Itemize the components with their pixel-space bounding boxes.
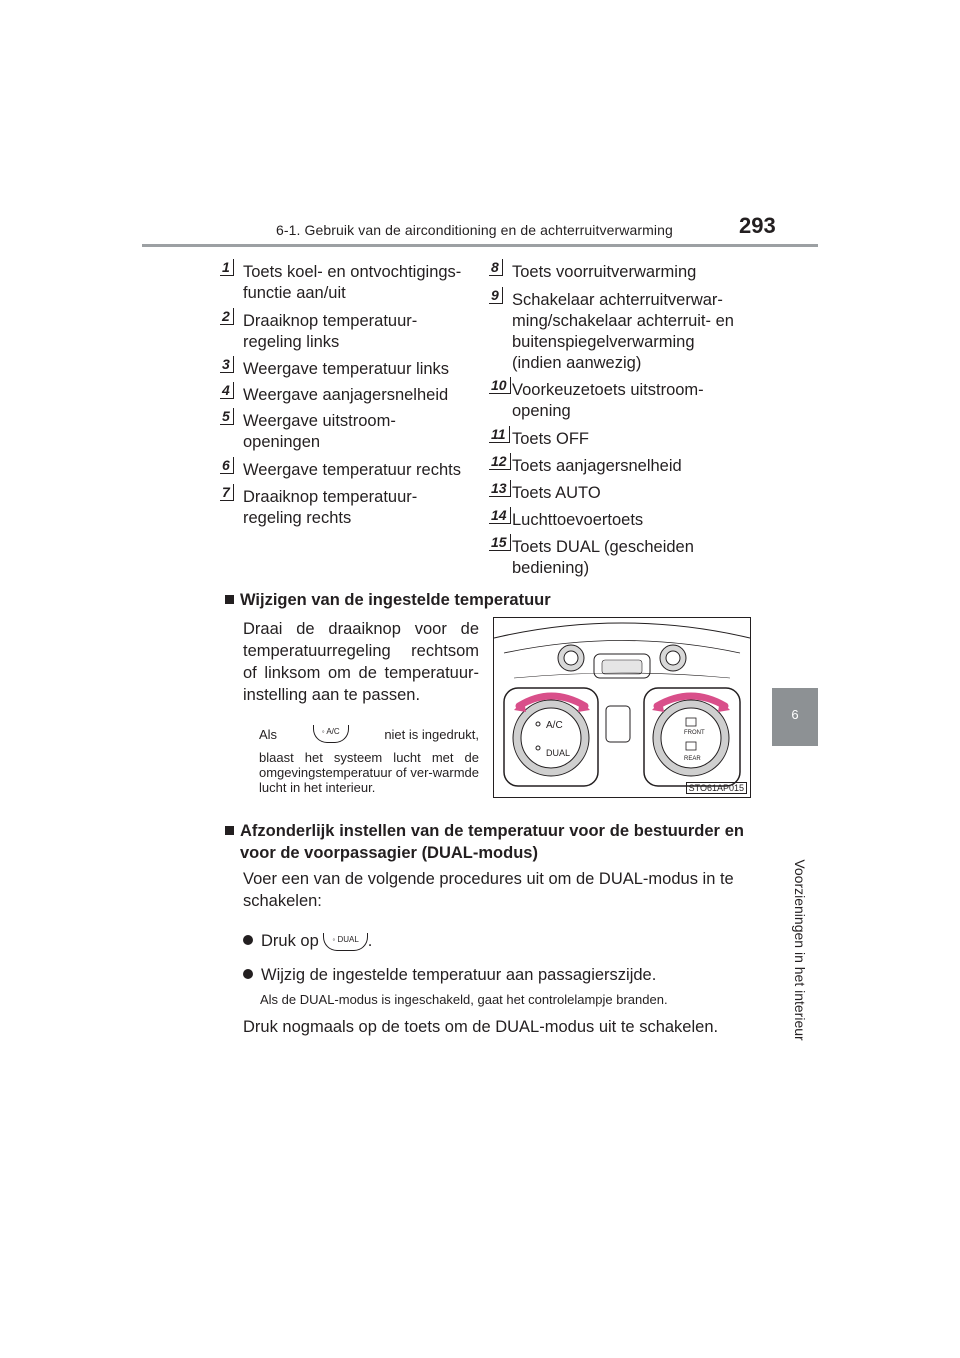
legend-item-text: Voorkeuzetoets uitstroom- opening	[512, 381, 704, 420]
legend-number-badge: 7	[220, 484, 234, 501]
legend-number-badge: 13	[489, 480, 511, 497]
dual-button-icon: ◦ DUAL	[323, 933, 367, 951]
legend-item-text: Toets aanjagersnelheid	[512, 457, 682, 475]
legend-number-badge: 2	[220, 308, 234, 325]
bullet-icon	[243, 969, 253, 979]
bullet-item-1: Druk op ◦ DUAL .	[243, 930, 372, 952]
legend-number-badge: 11	[489, 426, 510, 443]
legend-number-badge: 5	[220, 408, 234, 425]
legend-number-badge: 8	[489, 259, 503, 276]
legend-item-text: Draaiknop temperatuur- regeling links	[243, 312, 418, 351]
legend-number-badge: 14	[489, 507, 511, 524]
running-header: 6-1. Gebruik van de airconditioning en de achterruitverwarming	[276, 222, 673, 238]
note-post: niet is ingedrukt,	[384, 726, 479, 742]
bullet-item-2: Wijzig de ingestelde temperatuur aan passagierszijde.	[243, 964, 656, 986]
section-heading-temperature	[225, 589, 551, 611]
svg-text:DUAL: DUAL	[546, 748, 571, 758]
chapter-title: Voorzieningen in het interieur	[792, 859, 808, 1041]
section-heading-text: Wijzigen van de ingestelde temperatuur	[240, 591, 551, 609]
legend-item-text: Weergave uitstroom- openingen	[243, 412, 396, 451]
legend-number-badge: 1	[220, 259, 234, 276]
legend-number-badge: 4	[220, 382, 234, 399]
legend-item-text: Draaiknop temperatuur- regeling rechts	[243, 488, 418, 527]
legend-item-text: Toets OFF	[512, 430, 590, 448]
section2-intro: Voer een van de volgende procedures uit om de DUAL-modus in te schakelen:	[243, 870, 734, 910]
legend-item-text: Toets AUTO	[512, 484, 601, 502]
legend-number-badge: 15	[489, 534, 511, 551]
svg-text:REAR: REAR	[684, 756, 701, 762]
dashboard-drawing	[494, 618, 750, 797]
chapter-number: 6	[791, 707, 799, 722]
section1-note	[259, 724, 479, 795]
bullet-icon	[243, 935, 253, 945]
square-bullet-icon	[225, 595, 234, 604]
section2-outro: Druk nogmaals op de toets om de DUAL-modus uit te schakelen.	[243, 1018, 719, 1036]
legend-number-badge: 9	[489, 287, 503, 304]
legend-number-badge: 3	[220, 356, 234, 373]
section2-note: Als de DUAL-modus is ingeschakeld, gaat het controlelampje branden.	[260, 992, 668, 1007]
legend-number-badge: 6	[220, 457, 234, 474]
legend-item-text: Luchttoevoertoets	[512, 511, 644, 529]
ac-button-icon: ◦ A/C	[313, 725, 349, 743]
figure-code: STO61AP015	[686, 782, 747, 794]
legend-item-text: Toets DUAL (gescheiden bediening)	[512, 538, 694, 577]
svg-text:FRONT: FRONT	[684, 730, 705, 736]
legend-number-badge: 12	[489, 453, 511, 470]
section2-heading-text: Afzonderlijk instellen van de temperatuur voor de bestuurder en voor de voorpassagier (DUAL-modus)	[240, 822, 744, 862]
section1-body: Draai de draaiknop voor de temperatuurregeling rechtsom of linksom om de temperatuur-instelling aan te passen.	[243, 620, 479, 704]
legend-item-text: Toets koel- en ontvochtigings- functie aan/uit	[243, 263, 462, 302]
section-heading-dual	[225, 820, 744, 864]
square-bullet-icon	[225, 826, 234, 835]
legend-item-text: Toets voorruitverwarming	[512, 263, 697, 281]
legend-number-badge: 10	[489, 377, 511, 394]
note-pre: Als	[259, 726, 278, 742]
header-rule	[142, 244, 818, 247]
climate-control-illustration	[493, 617, 751, 798]
legend-item-text: Weergave aanjagersnelheid	[243, 386, 449, 404]
svg-text:A/C: A/C	[546, 720, 563, 731]
legend-item-text: Schakelaar achterruitverwar- ming/schakelaar achterruit- en buitenspiegelverwarming (indien aanwezig)	[512, 291, 734, 372]
legend-item-text: Weergave temperatuur rechts	[243, 461, 461, 479]
note-rest: blaast het systeem lucht met de omgevingstemperatuur of ver-warmde lucht in het interieur.	[259, 750, 479, 795]
page-number: 293	[739, 213, 776, 238]
legend-item-text: Weergave temperatuur links	[243, 360, 450, 378]
